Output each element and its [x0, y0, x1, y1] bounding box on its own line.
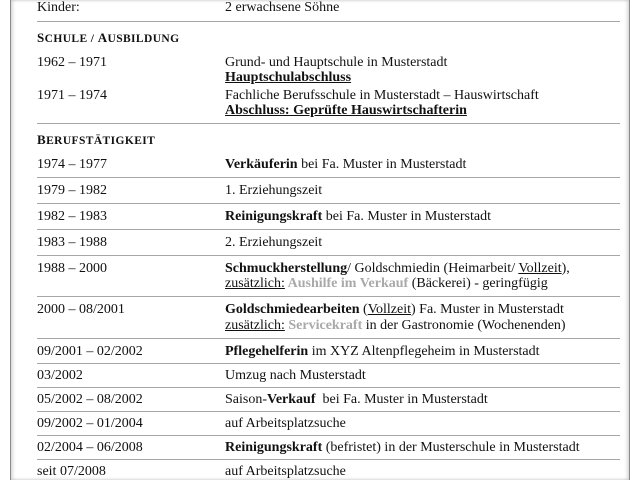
entry-desc: Goldschmiedearbeiten (Vollzeit) Fa. Muster in Musterstadt: [225, 302, 564, 317]
entry-date: seit 07/2008: [37, 464, 106, 479]
entry-date: 1962 – 1971: [37, 55, 107, 70]
entry-extra: zusätzlich: Servicekraft in der Gastronomie (Wochenenden): [225, 318, 566, 333]
entry-desc: auf Arbeitsplatzsuche: [225, 464, 346, 479]
entry-date: 09/2002 – 01/2004: [37, 416, 143, 431]
divider: [37, 203, 620, 204]
section-heading-beruf: BERUFSTÄTIGKEIT: [37, 132, 156, 147]
entry-desc: Reinigungskraft (befristet) in der Musterschule in Musterstadt: [225, 440, 580, 455]
entry-desc: auf Arbeitsplatzsuche: [225, 416, 346, 431]
entry-desc: Umzug nach Musterstadt: [225, 368, 366, 383]
entry-desc: Grund- und Hauptschule in Musterstadt: [225, 55, 448, 70]
kinder-label: Kinder:: [37, 0, 80, 15]
divider: [37, 459, 620, 460]
entry-date: 1983 – 1988: [37, 235, 107, 250]
divider: [37, 177, 620, 178]
section-heading-schule: SCHULE / AUSBILDUNG: [37, 30, 180, 45]
divider: [37, 21, 620, 22]
entry-date: 02/2004 – 06/2008: [37, 440, 143, 455]
kinder-value: 2 erwachsene Söhne: [225, 0, 340, 15]
entry-date: 1979 – 1982: [37, 183, 107, 198]
entry-date: 2000 – 08/2001: [37, 302, 125, 317]
entry-degree: Hauptschulabschluss: [225, 70, 352, 85]
divider: [37, 387, 620, 388]
entry-date: 1974 – 1977: [37, 157, 107, 172]
entry-date: 1988 – 2000: [37, 261, 107, 276]
entry-date: 1971 – 1974: [37, 88, 107, 103]
entry-desc: Saison-Verkauf bei Fa. Muster in Musterstadt: [225, 392, 488, 407]
entry-desc: Reinigungskraft bei Fa. Muster in Musterstadt: [225, 209, 491, 224]
divider: [37, 411, 620, 412]
divider: [37, 363, 620, 364]
entry-desc: 2. Erziehungszeit: [225, 235, 323, 250]
entry-desc: 1. Erziehungszeit: [225, 183, 323, 198]
divider: [37, 255, 620, 256]
divider: [37, 123, 620, 124]
entry-desc: Pflegehelferin im XYZ Altenpflegeheim in Musterstadt: [225, 344, 540, 359]
entry-date: 09/2001 – 02/2002: [37, 344, 143, 359]
divider: [37, 338, 620, 339]
entry-extra: zusätzlich: Aushilfe im Verkauf (Bäckerei) - geringfügig: [225, 276, 548, 291]
entry-date: 1982 – 1983: [37, 209, 107, 224]
entry-desc: Fachliche Berufsschule in Musterstadt – Hauswirtschaft: [225, 88, 539, 103]
entry-desc: Verkäuferin bei Fa. Muster in Musterstadt: [225, 157, 467, 172]
divider: [37, 296, 620, 297]
entry-degree: Abschluss: Geprüfte Hauswirtschafterin: [225, 103, 467, 118]
entry-date: 03/2002: [37, 368, 83, 383]
divider: [37, 229, 620, 230]
entry-desc: Schmuckherstellung/ Goldschmiedin (Heimarbeit/ Vollzeit),: [225, 261, 570, 276]
divider: [37, 435, 620, 436]
entry-date: 05/2002 – 08/2002: [37, 392, 143, 407]
